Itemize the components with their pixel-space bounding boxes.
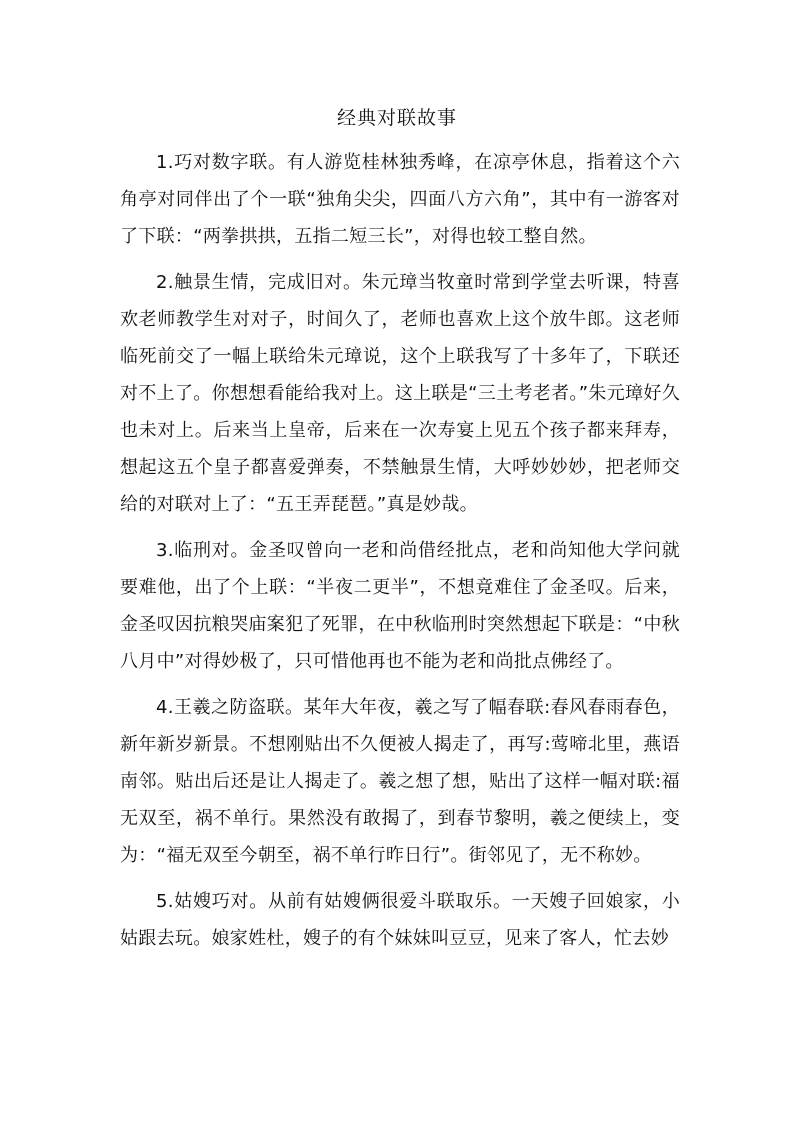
paragraph-3: 3.临刑对。金圣叹曾向一老和尚借经批点，老和尚知他大学问就要难他，出了个上联：“半夜二更半”，不想竟难住了金圣叹。后来，金圣叹因抗粮哭庙案犯了死罪，在中秋临刑时突然想起下联是：“中秋八月中”对得妙极了，只可惜他再也不能为老和尚批点佛经了。 [120, 540, 680, 672]
paragraph-2: 2.触景生情，完成旧对。朱元璋当牧童时常到学堂去听课，特喜欢老师教学生对对子，时间久了，老师也喜欢上这个放牛郎。这老师临死前交了一幅上联给朱元璋说，这个上联我写了十多年了，下联还对不上了。你想想看能给我对上。这上联是“三土考老者。”朱元璋好久也未对上。后来当上皇帝，后来在一次寿宴上见五个孩子都来拜寿，想起这五个皇子都喜爱弹奏，不禁触景生情，大呼妙妙妙，把老师交给的对联对上了：“五王弄琵琶。”真是妙哉。 [120, 272, 680, 515]
document-title: 经典对联故事 [336, 107, 457, 129]
paragraph-1: 1.巧对数字联。有人游览桂林独秀峰，在凉亭休息，指着这个六角亭对同伴出了个一联“独角尖尖，四面八方六角”，其中有一游客对了下联：“两拳拱拱，五指二短三长”，对得也较工整自然。 [120, 152, 680, 247]
paragraph-4: 4.王羲之防盗联。某年大年夜，羲之写了幅春联:春风春雨春色，新年新岁新景。不想刚贴出不久便被人揭走了，再写:莺啼北里，燕语南邻。贴出后还是让人揭走了。羲之想了想，贴出了这样一幅对联:福无双至，祸不单行。果然没有敢揭了，到春节黎明，羲之便续上，变为：“福无双至今朝至，祸不单行昨日行”。街邻见了，无不称妙。 [120, 697, 680, 866]
paragraph-5: 5.姑嫂巧对。从前有姑嫂俩很爱斗联取乐。一天嫂子回娘家，小姑跟去玩。娘家姓杜，嫂子的有个妹妹叫豆豆，见来了客人，忙去妙 [120, 891, 680, 949]
document-body [120, 144, 680, 966]
